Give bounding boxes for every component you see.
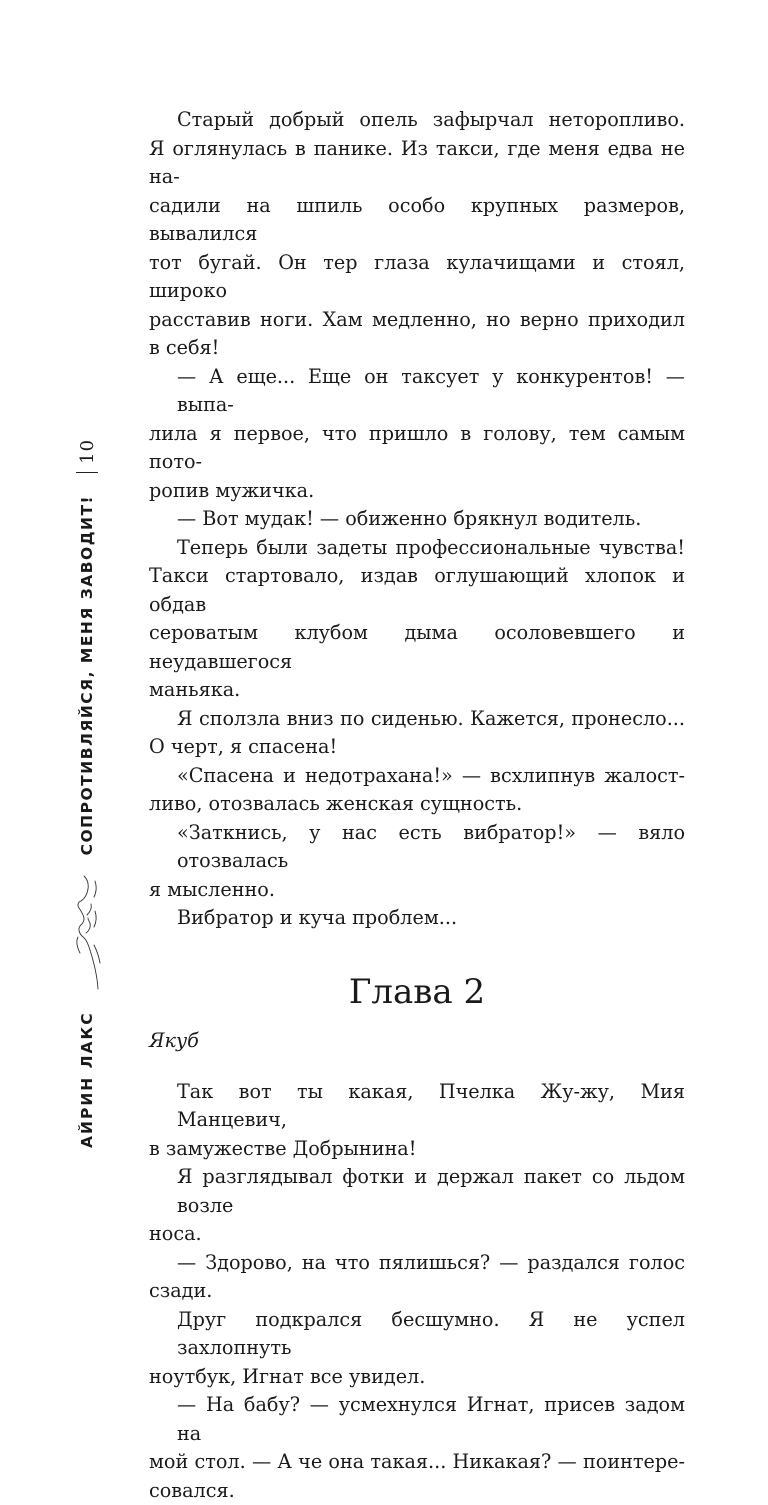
text-line: в замужестве Добрынина! <box>149 1135 685 1164</box>
text-line: — А еще... Еще он таксует у конкурентов! — выпа- <box>149 363 685 420</box>
text-section-part1 <box>149 106 685 933</box>
text-line: Я разглядывал фотки и держал пакет со льдом возле <box>149 1163 685 1220</box>
text-line: маньяка. <box>149 676 685 705</box>
text-line: тот бугай. Он тер глаза кулачищами и стоял, широко <box>149 249 685 306</box>
text-line: носа. <box>149 1220 685 1249</box>
text-line: сероватым клубом дыма осоловевшего и неудавшегося <box>149 619 685 676</box>
chapter-title: Глава 2 <box>149 970 685 1014</box>
text-line: Вибратор и куча проблем... <box>149 904 685 933</box>
text-line: мой стол. — А че она такая... Никакая? — поинтере- <box>149 1448 685 1477</box>
running-author: АЙРИН ЛАКС <box>78 1011 96 1148</box>
paragraph <box>149 762 685 819</box>
text-line: «Заткнись, у нас есть вибратор!» — вяло отозвалась <box>149 819 685 876</box>
text-line: ропив мужичка. <box>149 477 685 506</box>
paragraph <box>149 534 685 705</box>
page-number: 10 <box>77 439 98 464</box>
running-divider <box>76 472 98 473</box>
text-line: совался. <box>149 1477 685 1505</box>
text-line: Друг подкрался бесшумно. Я не успел захлопнуть <box>149 1306 685 1363</box>
text-line: «Спасена и недотрахана!» — всхлипнув жалост- <box>149 762 685 791</box>
text-line: я мысленно. <box>149 876 685 905</box>
text-line: Старый добрый опель зафырчал неторопливо. <box>149 106 685 135</box>
paragraph <box>149 904 685 933</box>
text-line: Я сползла вниз по сиденью. Кажется, пронесло... <box>149 705 685 734</box>
text-line: садили на шпиль особо крупных размеров, вывалился <box>149 192 685 249</box>
text-line: лила я первое, что пришло в голову, тем самым пото- <box>149 420 685 477</box>
text-line: сзади. <box>149 1277 685 1306</box>
text-line: в себя! <box>149 334 685 363</box>
text-line: Так вот ты какая, Пчелка Жу-жу, Мия Манцевич, <box>149 1078 685 1135</box>
paragraph <box>149 1391 685 1505</box>
paragraph <box>149 1249 685 1306</box>
pov-heading: Якуб <box>149 1026 685 1056</box>
text-line: Теперь были задеты профессиональные чувства! <box>149 534 685 563</box>
paragraph <box>149 1163 685 1249</box>
paragraph <box>149 1078 685 1164</box>
paragraph <box>149 705 685 762</box>
page-body <box>149 106 685 1505</box>
text-line: расставив ноги. Хам медленно, но верно приходил <box>149 306 685 335</box>
text-line: О черт, я спасена! <box>149 733 685 762</box>
paragraph <box>149 505 685 534</box>
text-line: Я оглянулась в панике. Из такси, где меня едва не на- <box>149 135 685 192</box>
paragraph <box>149 106 685 363</box>
running-header <box>72 428 102 1148</box>
running-book-title: СОПРОТИВЛЯЙСЯ, МЕНЯ ЗАВОДИТ! <box>78 495 96 856</box>
text-line: — Здорово, на что пялишься? — раздался голос <box>149 1249 685 1278</box>
text-line: — На бабу? — усмехнулся Игнат, присев задом на <box>149 1391 685 1448</box>
text-line: — Вот мудак! — обиженно брякнул водитель. <box>149 505 685 534</box>
text-section-part2 <box>149 1078 685 1505</box>
text-line: ливо, отозвалась женская сущность. <box>149 790 685 819</box>
text-line: Такси стартовало, издав оглушающий хлопок и обдав <box>149 562 685 619</box>
paragraph <box>149 363 685 506</box>
paragraph <box>149 819 685 905</box>
kiss-silhouette-icon <box>72 873 102 993</box>
text-line: ноутбук, Игнат все увидел. <box>149 1363 685 1392</box>
paragraph <box>149 1306 685 1392</box>
